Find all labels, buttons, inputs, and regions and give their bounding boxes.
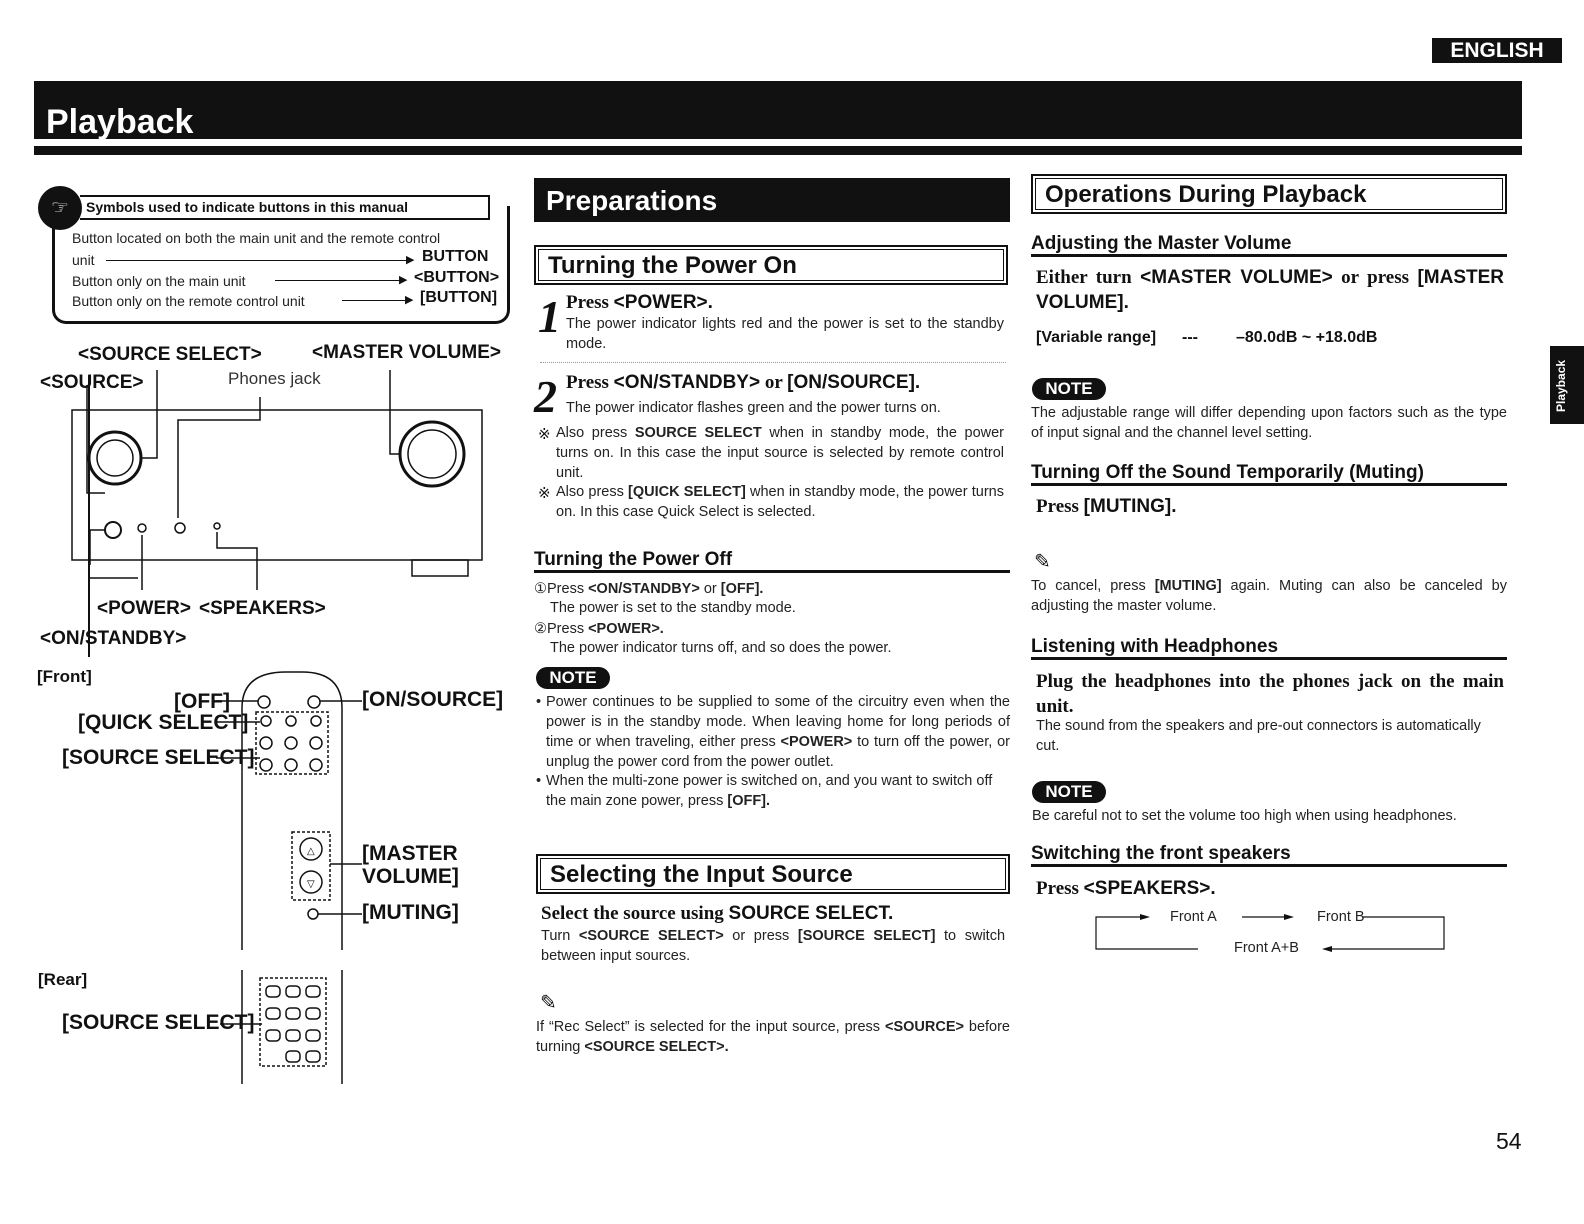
legend-row-both-a: Button located on both the main unit and the remote control [72, 230, 441, 246]
label-phones-jack: Phones jack [228, 369, 321, 388]
label-remote-rear: [Rear] [38, 970, 88, 989]
language-tag: ENGLISH [1432, 38, 1562, 63]
label-speakers: <SPEAKERS> [199, 598, 326, 619]
divider [540, 362, 1006, 363]
receiver-body [72, 410, 482, 576]
arrow-head-icon: ▶ [405, 294, 414, 306]
speaker-mode-front-b: Front B [1317, 909, 1365, 925]
legend-row-main: Button only on the main unit [72, 273, 246, 289]
power-off-item-1: ①Press <ON/STANDBY> or [OFF]. [534, 581, 764, 597]
title-rule [34, 146, 1522, 155]
speaker-mode-front-ab: Front A+B [1234, 940, 1299, 956]
side-tab[interactable] [1550, 346, 1584, 424]
input-source-heading: Selecting the Input Source [536, 854, 1010, 894]
headphones-body: The sound from the speakers and pre-out connectors is automatically cut. [1036, 718, 1481, 754]
power-off-item-2-body: The power indicator turns off, and so does the power. [550, 640, 892, 656]
power-off-bullet-2: • When the multi-zone power is switched on, and you want to switch off the main zone power, press [OFF]. [536, 773, 993, 809]
speakers-button [175, 523, 185, 533]
variable-range-dash: --- [1182, 329, 1198, 346]
label-muting: [MUTING] [362, 901, 459, 924]
headphones-note: Be careful not to set the volume too high when using headphones. [1032, 808, 1457, 824]
svg-text:△: △ [307, 846, 315, 857]
label-rear-source-select: [SOURCE SELECT] [62, 1011, 255, 1034]
power-off-bullet-1: • Power continues to be supplied to some of the circuitry even when the power is in the standby mode. When leaving home for long periods of time or when traveling, either press <POWER> to turn off the power, or unplug the power cord from the power outlet. [536, 694, 1010, 770]
legend-symbol-main: <BUTTON> [414, 269, 500, 286]
front-panel-diagram [60, 360, 500, 600]
legend-symbol-both: BUTTON [422, 248, 489, 265]
label-power: <POWER> [97, 598, 191, 619]
button-group [256, 712, 328, 774]
legend-row-remote: Button only on the remote control unit [72, 293, 305, 309]
power-on-note-2: Also press [QUICK SELECT] when in standby mode, the power turns on. In this case Quick Select is selected. [556, 484, 1004, 520]
legend-symbol-remote: [BUTTON] [420, 289, 498, 306]
pencil-icon: ✎ [1034, 551, 1051, 573]
note-badge: NOTE [1032, 781, 1106, 803]
label-master-volume-2: VOLUME] [362, 865, 459, 888]
input-button-group [260, 978, 326, 1066]
master-volume-knob-inner [408, 430, 456, 478]
step2-title: Press <ON/STANDBY> or [ON/SOURCE]. [566, 372, 921, 393]
speakers-heading: Switching the front speakers [1031, 843, 1507, 867]
muting-heading: Turning Off the Sound Temporarily (Muting) [1031, 462, 1507, 486]
phones-jack [138, 524, 146, 532]
power-on-note-1: Also press SOURCE SELECT when in standby mode, the power turns on. In this case the input source is selected by remote control unit. [556, 425, 1005, 481]
label-source-select-knob: <SOURCE SELECT> [78, 344, 262, 365]
label-master-volume-knob: <MASTER VOLUME> [312, 342, 501, 363]
muting-tip: To cancel, press [MUTING] again. Muting can also be canceled by adjusting the master volume. [1031, 578, 1507, 614]
power-off-heading: Turning the Power Off [534, 549, 1010, 573]
remote-outline [242, 672, 342, 950]
label-source-button: <SOURCE> [40, 372, 144, 393]
page-title: Playback [34, 81, 1522, 139]
label-on-source: [ON/SOURCE] [362, 688, 504, 711]
arrow-line [342, 300, 408, 301]
muting-button [308, 909, 318, 919]
input-source-title: Select the source using SOURCE SELECT. [541, 903, 894, 924]
arrow-line [106, 260, 411, 261]
step2-body: The power indicator flashes green and the power turns on. [566, 400, 941, 416]
legend-heading: Symbols used to indicate buttons in this manual [80, 195, 490, 220]
variable-range-label: [Variable range] [1036, 329, 1157, 346]
arrow-head-icon: ▶ [399, 274, 408, 286]
input-source-body: Turn <SOURCE SELECT> or press [SOURCE SELECT] to switch between input sources. [541, 928, 1006, 964]
power-off-item-2: ②Press <POWER>. [534, 621, 664, 637]
leader-line [88, 375, 91, 657]
master-volume-note: The adjustable range will differ depending upon factors such as the type of input signal and the channel level setting. [1031, 405, 1507, 441]
speakers-instruction: Press <SPEAKERS>. [1036, 878, 1216, 899]
remote-front-diagram [216, 668, 362, 953]
input-source-tip: If “Rec Select” is selected for the input source, press <SOURCE> before turning <SOURCE SELECT>. [536, 1019, 1010, 1055]
master-volume-instruction: Either turn <MASTER VOLUME> or press [MASTER VOLUME]. [1036, 267, 1504, 313]
note-badge: NOTE [1032, 378, 1106, 400]
label-on-standby: <ON/STANDBY> [40, 628, 187, 649]
step1-title: Press <POWER>. [566, 292, 713, 313]
master-volume-heading: Adjusting the Master Volume [1031, 233, 1507, 257]
svg-text:▽: ▽ [307, 879, 315, 890]
note-badge: NOTE [536, 667, 610, 689]
arrow-line [275, 280, 403, 281]
pencil-icon: ✎ [540, 992, 557, 1014]
page-number: 54 [1496, 1128, 1522, 1154]
side-tab-label: Playback [1554, 359, 1568, 412]
arrow-head-icon: ▶ [406, 254, 415, 266]
label-quick-select: [QUICK SELECT] [78, 711, 249, 734]
pointing-hand-icon: ☞ [38, 186, 82, 230]
label-remote-front: [Front] [37, 667, 92, 686]
speaker-mode-front-a: Front A [1170, 909, 1217, 925]
master-volume-knob [400, 422, 464, 486]
reference-mark-icon: ※ [538, 426, 551, 443]
reference-mark-icon: ※ [538, 485, 551, 502]
power-on-heading: Turning the Power On [534, 245, 1008, 285]
legend-row-both-b: unit [72, 252, 95, 268]
variable-range-value: –80.0dB ~ +18.0dB [1236, 329, 1378, 346]
headphones-instruction: Plug the headphones into the phones jack on the main unit. [1036, 671, 1504, 717]
step-number: 2 [534, 371, 557, 422]
off-button [258, 696, 270, 708]
power-button [105, 522, 121, 538]
leader-lines [87, 370, 400, 590]
headphones-heading: Listening with Headphones [1031, 636, 1507, 660]
label-off: [OFF] [174, 690, 230, 713]
operations-heading: Operations During Playback [1031, 174, 1507, 214]
muting-instruction: Press [MUTING]. [1036, 496, 1177, 517]
step1-body: The power indicator lights red and the power is set to the standby mode. [566, 316, 1004, 352]
on-source-button [308, 696, 320, 708]
label-master-volume-1: [MASTER [362, 842, 458, 865]
step-number: 1 [538, 291, 561, 342]
label-source-select-remote: [SOURCE SELECT] [62, 746, 255, 769]
source-select-knob-inner [97, 440, 133, 476]
preparations-heading: Preparations [534, 178, 1010, 222]
indicator-dot [214, 523, 220, 529]
remote-rear-diagram [220, 968, 350, 1088]
power-off-item-1-body: The power is set to the standby mode. [550, 600, 796, 616]
